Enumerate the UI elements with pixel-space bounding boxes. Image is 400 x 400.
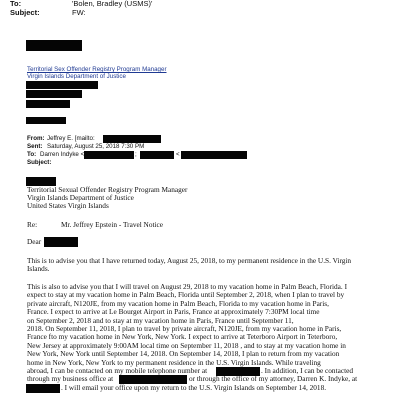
paragraph-2-line-11a: abroad, I can be contacted on my mobile telephone number at	[27, 366, 208, 375]
addressee-line-1: Territorial Sexual Offender Registry Program Manager	[27, 185, 188, 194]
fwd-from-value: Jeffrey E. [mailto:	[47, 135, 95, 142]
redaction-sig-1	[26, 81, 98, 89]
redaction-sig-2	[26, 90, 82, 98]
redaction-attorney-contact	[26, 384, 60, 393]
paragraph-2-line: New Jersey at approximately 9:00AM local time on September 11, 2018 , and to stay at my vacation home in	[27, 340, 346, 350]
subject-label: Subject:	[10, 8, 40, 17]
signature-dept: Virgin Islands Department of Justice	[27, 73, 126, 80]
subject-value: FW:	[72, 8, 86, 17]
paragraph-1	[27, 257, 373, 274]
redaction-to-2	[140, 151, 174, 159]
paragraph-2-line: on September 2, 2018 and to stay at my vacation home in Paris, France until September 11,	[27, 315, 294, 325]
paragraph-2-line-12a: through my business office at	[27, 374, 114, 383]
fwd-to-label: To:	[27, 151, 37, 158]
redaction-to-3	[181, 151, 247, 159]
redaction-sig-4	[26, 117, 66, 124]
paragraph-2-line-13: . I will email your office upon my return to the U.S. Virgin Islands on September 14, 2018.	[61, 383, 327, 392]
addressee-line-3: United States Virgin Islands	[27, 201, 109, 210]
fwd-from-label: From:	[27, 135, 45, 142]
fwd-to-value: Darren Indyke <	[40, 151, 85, 158]
signature-title: Territorial Sex Offender Registry Program Manager	[27, 66, 167, 73]
fwd-sent-value: Saturday, August 25, 2018 7:30 PM	[47, 143, 145, 150]
redaction-from-email	[103, 135, 161, 143]
paragraph-2-line: This is also to advise you that I will travel on August 29, 2018 to my vacation home in Palm Beach, Florida. I	[27, 282, 348, 291]
paragraph-2-line: France fto my vacation home in New York, New York. I expect to arrive at Teterboro Airport in Teterboro,	[27, 332, 338, 342]
redaction-name-top	[26, 40, 82, 51]
paragraph-2-line: New York, New York until September 14, 2018. On September 14, 2018, I plan to return from my vacation	[27, 349, 340, 359]
paragraph-1-line: This is to advise you that I have returned today, August 25, 2018, to my permanent residence in the U.S. Virgin	[27, 256, 352, 265]
paragraph-1-line: Islands.	[27, 264, 50, 274]
paragraph-2-line: France. I expect to arrive at Le Bourget Airport in Paris, France at approximately 7:30PM local time	[27, 307, 320, 317]
paragraph-2-line-11b: . In addition, I can be contacted	[261, 366, 353, 375]
paragraph-2-line: 2018. On September 11, 2018, I plan to travel by private aircraft, N120JE, from my vacation home in Paris,	[27, 323, 342, 333]
addressee-line-2: Virgin Islands Department of Justice	[27, 193, 134, 202]
paragraph-2-line-12b: or through the office of my attorney, Darren K. Indyke, at	[189, 374, 358, 383]
fwd-subject-label: Subject:	[27, 159, 52, 166]
redaction-salutation-name	[44, 237, 78, 247]
paragraph-2	[27, 283, 373, 367]
to-label: To:	[10, 0, 22, 8]
fwd-sent-label: Sent:	[27, 143, 43, 150]
paragraph-2-line: home in New York, New York to my permanent residence in the U.S. Virgin Islands. While traveling	[27, 357, 321, 367]
fwd-to-lt: <	[176, 151, 180, 158]
paragraph-2-line: expect to stay at my vacation home in Palm Beach, Florida until September 2, 2018, when I plan to travel by	[27, 290, 345, 300]
paragraph-2-line: private aircraft, N120JE, from my vacation home in Palm Beach, Florida to my vacation home in Paris,	[27, 298, 329, 308]
fwd-to-sep: ;	[135, 151, 137, 158]
redaction-to-1	[84, 151, 134, 159]
re-label: Re:	[27, 220, 38, 229]
redaction-sig-3	[26, 100, 70, 108]
salutation: Dear	[27, 237, 42, 246]
re-text: Mr. Jeffrey Epstein - Travel Notice	[61, 220, 164, 229]
to-value: 'Bolen, Bradley (USMS)'	[72, 0, 153, 8]
